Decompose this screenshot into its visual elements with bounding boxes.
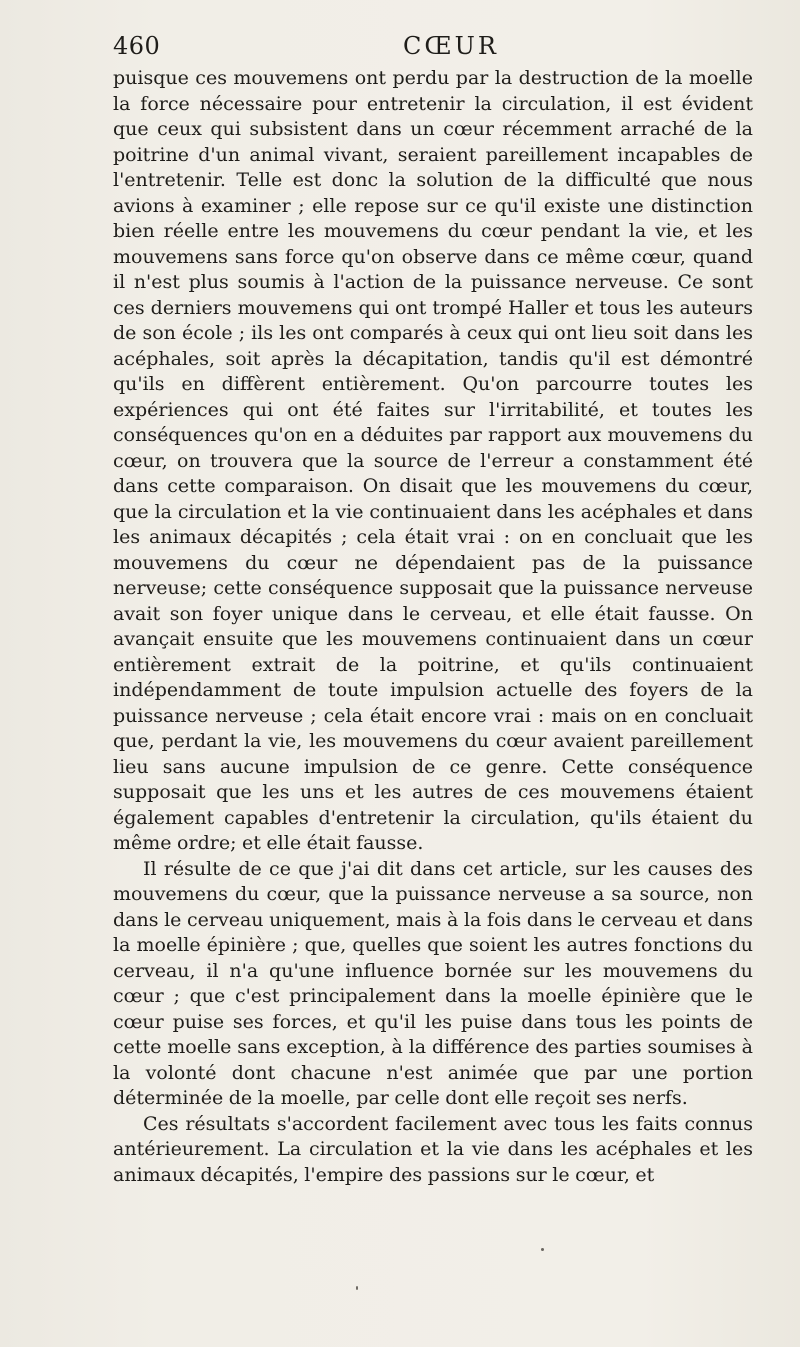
page-header [113, 32, 753, 68]
paragraph-continued: puisque ces mouvemens ont perdu par la destruction de la moelle la force nécessaire pour entretenir la circulation, il est évident que ceux qui subsistent dans un cœur récemment arraché de la poitrine d'un animal vivant, seraient pareillement incapables de l'entretenir. Telle est donc la solution de la difficulté que nous avions à examiner ; elle repose sur ce qu'il existe une distinction bien réelle entre les mouvemens du cœur pendant la vie, et les mouvemens sans force qu'on observe dans ce même cœur, quand il n'est plus soumis à l'action de la puissance nerveuse. Ce sont ces derniers mouvemens qui ont trompé Haller et tous les auteurs de son école ; ils les ont comparés à ceux qui ont lieu soit dans les acéphales, soit après la décapitation, tandis qu'il est démontré qu'ils en diffèrent entièrement. Qu'on parcourre toutes les expériences qui ont été faites sur l'irritabilité, et toutes les conséquences qu'on en a déduites par rapport aux mouvemens du cœur, on trouvera que la source de l'erreur a constamment été dans cette comparaison. On disait que les mouvemens du cœur, que la circulation et la vie continuaient dans les acéphales et dans les animaux décapités ; cela était vrai : on en concluait que les mouvemens du cœur ne dépendaient pas de la puissance nerveuse; cette conséquence supposait que la puissance nerveuse avait son foyer unique dans le cerveau, et elle était fausse. On avançait ensuite que les mouvemens continuaient dans un cœur entièrement extrait de la poitrine, et qu'ils continuaient indépendamment de toute impulsion actuelle des foyers de la puissance nerveuse ; cela était encore vrai : mais on en concluait que, perdant la vie, les mouvemens du cœur avaient pareillement lieu sans aucune impulsion de ce genre. Cette conséquence supposait que les uns et les autres de ces mouvemens étaient également capables d'entretenir la circulation, qu'ils étaient du même ordre; et elle était fausse. [113, 67, 753, 854]
page-number: 460 [113, 32, 161, 60]
ink-speck [356, 1286, 358, 1290]
body-text [113, 66, 753, 1188]
running-head: CŒUR [403, 32, 499, 60]
ink-speck [541, 1248, 544, 1251]
paragraph-summary: Il résulte de ce que j'ai dit dans cet article, sur les causes des mouvemens du cœur, que la puissance nerveuse a sa source, non dans le cerveau uniquement, mais à la fois dans le cerveau et dans la moelle épinière ; que, quelles que soient les autres fonctions du cerveau, il n'a qu'une influence bornée sur les mouvemens du cœur ; que c'est principalement dans la moelle épinière que le cœur puise ses forces, et qu'il les puise dans tous les points de cette moelle sans exception, à la différence des parties soumises à la volonté dont chacune n'est animée que par une portion déterminée de la moelle, par celle dont elle reçoit ses nerfs. [113, 857, 753, 1109]
paragraph-results: Ces résultats s'accordent facilement avec tous les faits connus antérieurement. La circulation et la vie dans les acéphales et les animaux décapités, l'empire des passions sur le cœur, et [113, 1112, 753, 1186]
